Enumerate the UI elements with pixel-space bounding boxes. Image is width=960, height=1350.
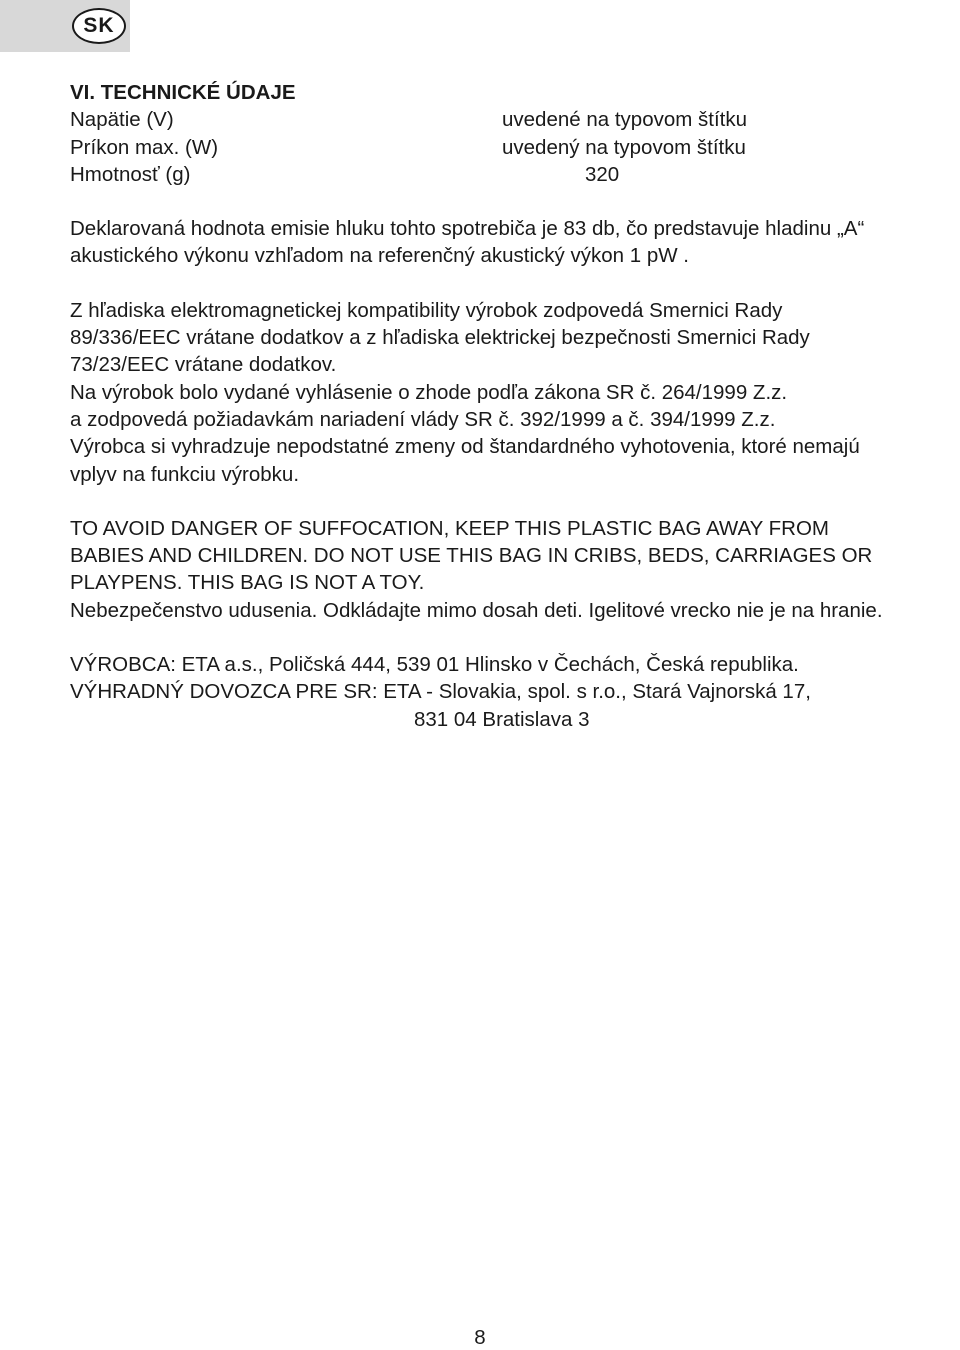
spec-label: Hmotnosť (g) xyxy=(70,162,191,186)
manufacturer-line: VÝROBCA: ETA a.s., Poličská 444, 539 01 Hlinsko v Čechách, Česká republika. xyxy=(70,653,799,677)
compliance-paragraph xyxy=(70,297,950,488)
text-line: Z hľadiska elektromagnetickej kompatibility výrobok zodpovedá Smernici Rady xyxy=(70,298,783,322)
noise-paragraph xyxy=(70,215,950,270)
language-tab xyxy=(0,0,130,52)
text-line: Na výrobok bolo vydané vyhlásenie o zhode podľa zákona SR č. 264/1999 Z.z. xyxy=(70,380,788,404)
text-line: BABIES AND CHILDREN. DO NOT USE THIS BAG IN CRIBS, BEDS, CARRIAGES OR xyxy=(70,544,873,568)
importer-city: 831 04 Bratislava 3 xyxy=(414,707,590,731)
importer-line: VÝHRADNÝ DOVOZCA PRE SR: ETA - Slovakia, spol. s r.o., Stará Vajnorská 17, xyxy=(70,680,811,704)
spec-label: Napätie (V) xyxy=(70,108,174,132)
text-line: PLAYPENS. THIS BAG IS NOT A TOY. xyxy=(70,571,425,595)
document-body xyxy=(70,79,950,733)
text-line: Deklarovaná hodnota emisie hluku tohto spotrebiča je 83 db, čo predstavuje hladinu „A“ xyxy=(70,217,865,241)
page-number: 8 xyxy=(474,1326,486,1349)
text-line: TO AVOID DANGER OF SUFFOCATION, KEEP THIS PLASTIC BAG AWAY FROM xyxy=(70,516,830,540)
section-heading: VI. TECHNICKÉ ÚDAJE xyxy=(70,81,296,104)
spec-label: Príkon max. (W) xyxy=(70,135,219,159)
spec-value: uvedené na typovom štítku xyxy=(502,108,748,132)
text-line: 89/336/EEC vrátane dodatkov a z hľadiska elektrickej bezpečnosti Smernici Rady xyxy=(70,326,810,350)
spec-row-power xyxy=(70,134,950,161)
text-line: a zodpovedá požiadavkám nariadení vlády SR č. 392/1999 a č. 394/1999 Z.z. xyxy=(70,407,776,431)
text-line: akustického výkonu vzhľadom na referenčný akustický výkon 1 pW . xyxy=(70,244,689,268)
language-badge: SK xyxy=(72,8,126,44)
warning-paragraph xyxy=(70,515,950,624)
text-line: Výrobca si vyhradzuje nepodstatné zmeny od štandardného vyhotovenia, ktoré nemajú xyxy=(70,435,860,459)
manufacturer-paragraph xyxy=(70,651,950,733)
text-line: vplyv na funkciu výrobku. xyxy=(70,462,300,486)
text-line: 73/23/EEC vrátane dodatkov. xyxy=(70,353,337,377)
spec-row-voltage xyxy=(70,106,950,133)
spec-value: uvedený na typovom štítku xyxy=(502,135,746,159)
text-line: Nebezpečenstvo udusenia. Odkládajte mimo dosah deti. Igelitové vrecko nie je na hranie. xyxy=(70,598,883,622)
spec-row-weight xyxy=(70,161,950,188)
spec-value: 320 xyxy=(585,162,620,186)
